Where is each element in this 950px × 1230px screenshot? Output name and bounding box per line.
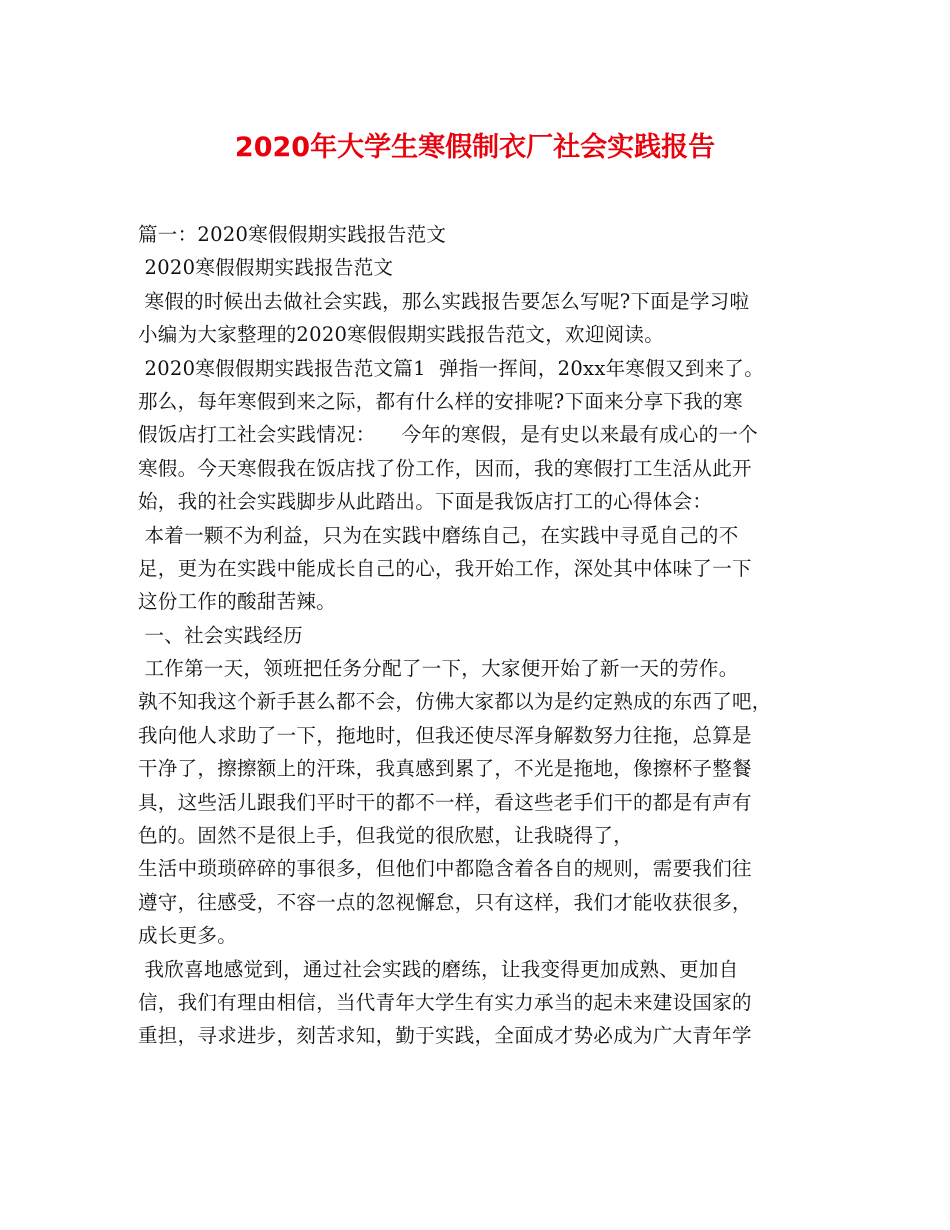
text-line: 那么，每年寒假到来之际，都有什么样的安排呢?下面来分享下我的寒 (138, 389, 743, 413)
text-line: 生活中琐琐碎碎的事很多，但他们中都隐含着各自的规则，需要我们往 (138, 857, 752, 881)
text-line: 我欣喜地感觉到，通过社会实践的磨练，让我变得更加成熟、更加自 (138, 957, 739, 981)
text-line: 2020寒假假期实践报告范文篇1 弹指一挥间，20xx年寒假又到来了。 (138, 356, 765, 380)
text-line: 寒假的时候出去做社会实践，那么实践报告要怎么写呢?下面是学习啦 (138, 289, 750, 313)
text-line: 干净了，擦擦额上的汗珠，我真感到累了，不光是拖地，像擦杯子整餐 (138, 757, 752, 781)
document-body (138, 218, 828, 1053)
text-line: 始，我的社会实践脚步从此踏出。下面是我饭店打工的心得体会： (138, 490, 713, 514)
text-line: 我向他人求助了一下，拖地时，但我还使尽浑身解数努力往拖，总算是 (138, 723, 752, 747)
text-line: 假饭店打工社会实践情况： 今年的寒假，是有史以来最有成心的一个 (138, 423, 758, 447)
text-line: 2020寒假假期实践报告范文 (138, 256, 394, 280)
text-line: 这份工作的酸甜苦辣。 (138, 590, 337, 614)
text-line: 寒假。今天寒假我在饭店找了份工作，因而，我的寒假打工生活从此开 (138, 456, 752, 480)
text-line: 足，更为在实践中能成长自己的心，我开始工作，深处其中体味了一下 (138, 556, 752, 580)
text-line: 篇一：2020寒假假期实践报告范文 (138, 223, 447, 246)
text-line: 成长更多。 (138, 924, 238, 948)
text-line: 重担，寻求进步，刻苦求知，勤于实践，全面成才势必成为广大青年学 (138, 1024, 752, 1048)
text-line: 信，我们有理由相信，当代青年大学生有实力承当的起未来建设国家的 (138, 990, 752, 1014)
section-heading: 一、社会实践经历 (138, 623, 303, 647)
text-line: 具，这些活儿跟我们平时干的都不一样，看这些老手们干的都是有声有 (138, 790, 752, 814)
text-line: 孰不知我这个新手甚么都不会，仿佛大家都以为是约定熟成的东西了吧， (138, 690, 772, 714)
document-title: 2020年大学生寒假制衣厂社会实践报告 (234, 132, 716, 163)
text-line: 色的。固然不是很上手，但我觉的很欣慰，让我晓得了， (138, 824, 634, 848)
text-line: 遵守，往感受，不容一点的忽视懈怠，只有这样，我们才能收获很多， (138, 890, 752, 914)
text-line: 工作第一天，领班把任务分配了一下，大家便开始了新一天的劳作。 (138, 657, 739, 681)
text-line: 本着一颗不为利益，只为在实践中磨练自己，在实践中寻觅自己的不 (138, 523, 739, 547)
text-line: 小编为大家整理的2020寒假假期实践报告范文，欢迎阅读。 (138, 323, 665, 347)
